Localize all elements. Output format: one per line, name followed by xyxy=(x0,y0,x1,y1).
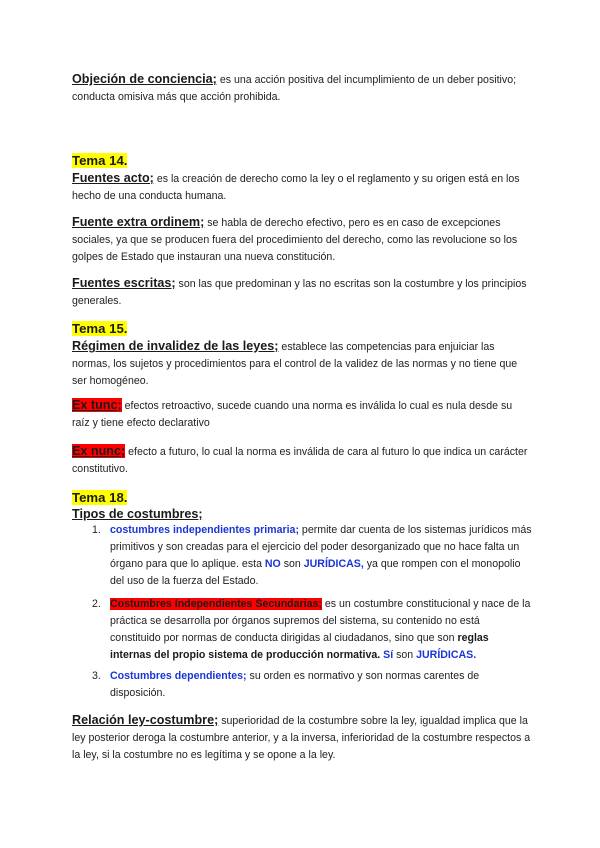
paragraph-ex-tunc xyxy=(72,397,532,432)
text-fuentes-acto: es la creación de derecho como la ley o el reglamento y su origen está en los hecho de una conducta humana. xyxy=(72,173,520,202)
text-fuente-extra: se habla de derecho efectivo, pero es en caso de excepciones sociales, ya que se producen fuera del procedimiento del derecho, como las revolucione so los golpes de Estado que instauran una nueva constitución. xyxy=(72,217,518,263)
list-number: 1. xyxy=(92,524,101,536)
term-fuentes-acto: Fuentes acto; xyxy=(72,171,154,185)
text-item-1b: son xyxy=(280,558,304,570)
text-item-1c: ya que rompen con el monopolio del uso de la fuerza del Estado. xyxy=(110,558,521,587)
term-objecion: Objeción de conciencia; xyxy=(72,72,217,86)
list-item-2 xyxy=(92,596,532,664)
list-item-3 xyxy=(92,668,532,702)
heading-tema-14 xyxy=(72,152,532,171)
text-ex-nunc: efecto a futuro, lo cual la norma es inválida de cara al futuro lo que indica un carácter constitutivo. xyxy=(72,446,528,475)
text-item-3: su orden es normativo y son normas carentes de disposición. xyxy=(110,670,480,699)
term-fuentes-escritas: Fuentes escritas; xyxy=(72,276,176,290)
term-ex-nunc: Ex nunc; xyxy=(72,444,126,458)
term-costumbres-dependientes: Costumbres dependientes; xyxy=(110,670,247,682)
paragraph-fuentes-escritas xyxy=(72,275,532,310)
paragraph-relacion xyxy=(72,712,532,764)
text-item-2b: son xyxy=(393,649,417,661)
term-relacion: Relación ley-costumbre; xyxy=(72,713,219,727)
text-regimen: establece las competencias para enjuiciar las normas, los sujetos y procedimientos para el control de la validez de las normas y no tiene que ser homogéneo. xyxy=(72,341,518,387)
term-regimen: Régimen de invalidez de las leyes; xyxy=(72,339,279,353)
tema-18-label: Tema 18. xyxy=(72,490,128,505)
juridicas-label: JURÍDICAS. xyxy=(416,649,477,661)
text-ex-tunc: efectos retroactivo, sucede cuando una norma es inválida lo cual es nula desde su raíz y tiene efecto declarativo xyxy=(72,400,513,429)
paragraph-objecion xyxy=(72,71,532,106)
term-costumbres-secundarias: Costumbres Independientes Secundarias; xyxy=(110,598,322,610)
list-number: 3. xyxy=(92,670,101,682)
text-objecion: es una acción positiva del incumplimiento de un deber positivo; conducta omisiva más que acción prohibida. xyxy=(72,74,517,103)
text-item-1a: permite dar cuenta de los sistemas jurídicos más primitivos y son creadas para el ejercicio del poder desorganizado que no hace falta un órgano para que lo aplique. esta xyxy=(110,524,532,570)
paragraph-ex-nunc xyxy=(72,443,532,478)
heading-tema-15 xyxy=(72,320,532,339)
reglas-internas: reglas internas del propio sistema de producción normativa. xyxy=(110,632,489,661)
text-item-2a: es un costumbre constitucional y nace de la práctica se desarrolla por órganos supremos del sistema, su contenido no está constituido por normas de conducta dirigidas al ciudadanos, sino que son xyxy=(110,598,531,644)
paragraph-regimen xyxy=(72,338,532,390)
si-label: Sí xyxy=(383,649,394,661)
list-item-1 xyxy=(92,522,532,590)
term-fuente-extra: Fuente extra ordinem; xyxy=(72,215,205,229)
juridicas-label: JURÍDICAS, xyxy=(303,558,364,570)
text-fuentes-escritas: son las que predominan y las no escritas son la costumbre y los principios generales. xyxy=(72,278,527,307)
text-relacion: superioridad de la costumbre sobre la ley, igualdad implica que la ley posterior deroga la costumbre anterior, y a la inversa, inferioridad de la costumbre respectos a la ley, si la costumbre no es legítima y se opone a la ley. xyxy=(72,715,531,761)
no-label: NO xyxy=(264,558,281,570)
term-tipos: Tipos de costumbres; xyxy=(72,507,203,521)
term-costumbres-primaria: costumbres independientes primaria; xyxy=(110,524,299,536)
tema-14-label: Tema 14. xyxy=(72,153,128,168)
paragraph-fuentes-acto xyxy=(72,170,532,205)
paragraph-fuente-extra xyxy=(72,214,532,266)
tema-15-label: Tema 15. xyxy=(72,321,128,336)
term-ex-tunc: Ex tunc; xyxy=(72,398,122,412)
list-number: 2. xyxy=(92,598,101,610)
